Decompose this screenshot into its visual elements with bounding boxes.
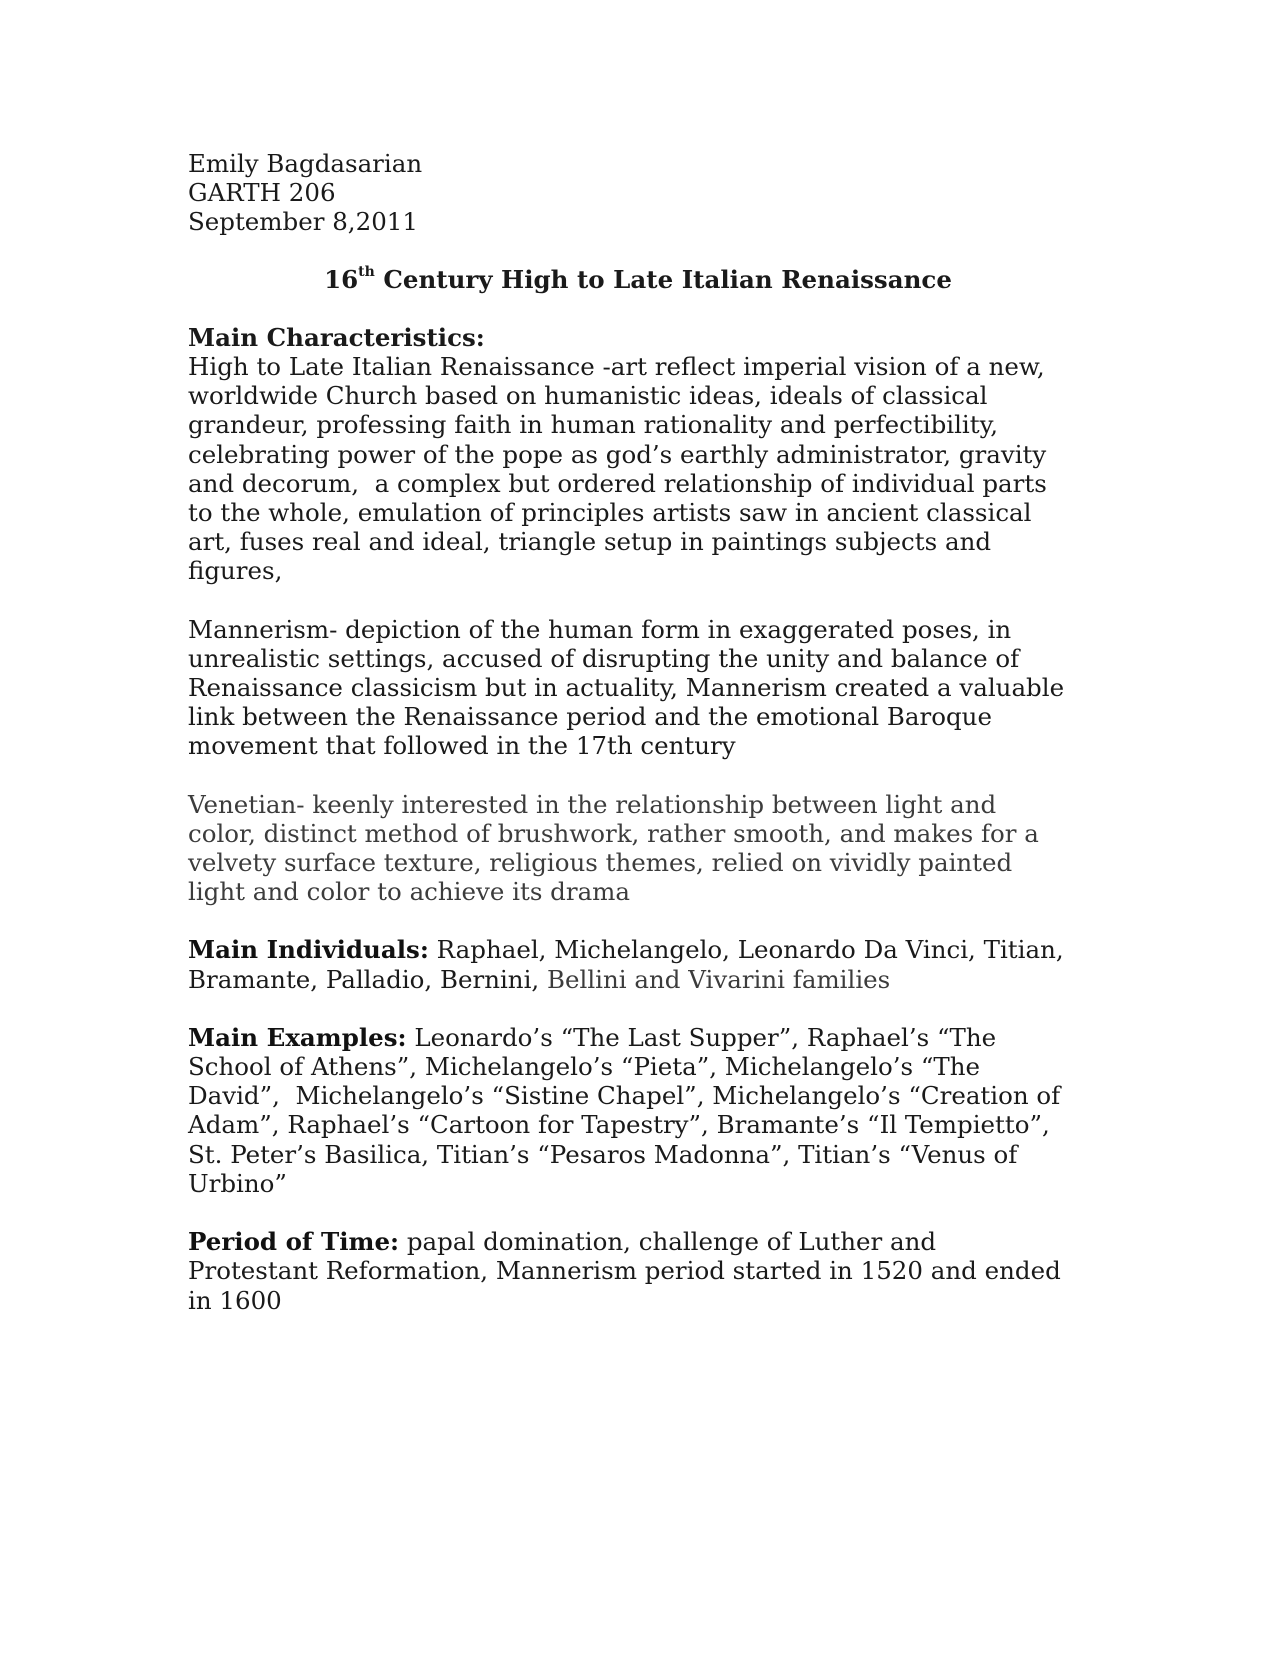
paragraph-line [188, 935, 1108, 964]
paragraph-line: figures, [188, 556, 283, 586]
period-section [188, 1227, 1108, 1315]
paragraph-line: Venetian- keenly interested in the relationship between light and [188, 789, 997, 819]
paragraph-line: to the whole, emulation of principles artists saw in ancient classical [188, 498, 1032, 528]
individuals-label: Main Individuals: [188, 935, 429, 965]
venetian-paragraph [188, 790, 1108, 907]
individuals-section [188, 935, 1108, 993]
paragraph-line: art, fuses real and ideal, triangle setup in paintings subjects and [188, 527, 992, 557]
paragraph-line: Adam”, Raphael’s “Cartoon for Tapestry”, Bramante’s “Il Tempietto”, [188, 1110, 1050, 1140]
paragraph-line: celebrating power of the pope as god’s earthly administrator, gravity [188, 439, 1047, 469]
mannerism-paragraph [188, 615, 1108, 761]
paragraph-line: velvety surface texture, religious themes, relied on vividly painted [188, 848, 1013, 878]
document-body [188, 149, 1108, 1315]
author-name: Emily Bagdasarian [188, 149, 423, 178]
paragraph-line: School of Athens”, Michelangelo’s “Pieta”, Michelangelo’s “The [188, 1052, 981, 1082]
paragraph-line: color, distinct method of brushwork, rather smooth, and makes for a [188, 818, 1039, 848]
paragraph-line: David”, Michelangelo’s “Sistine Chapel”, Michelangelo’s “Creation of [188, 1081, 1061, 1111]
paragraph-line: High to Late Italian Renaissance -art reflect imperial vision of a new, [188, 352, 1045, 382]
document-title [188, 265, 1088, 294]
document-date: September 8,2011 [188, 207, 418, 237]
characteristics-heading: Main Characteristics: [188, 322, 485, 352]
characteristics-paragraph [188, 352, 1108, 586]
individuals-text: Raphael, Michelangelo, Leonardo Da Vinci, Titian, [428, 935, 1064, 965]
paragraph-line: Urbino” [188, 1168, 287, 1198]
title-superscript: th [358, 264, 375, 281]
paragraph-line: Mannerism- depiction of the human form in exaggerated poses, in [188, 614, 1012, 644]
paragraph-line [188, 1227, 1108, 1256]
title-text: Century High to Late Italian Renaissance [374, 264, 952, 294]
paragraph-line: worldwide Church based on humanistic ideas, ideals of classical [188, 381, 988, 411]
period-label: Period of Time: [188, 1227, 400, 1257]
paragraph-line: and decorum, a complex but ordered relationship of individual parts [188, 468, 1047, 498]
title-number: 16 [324, 264, 359, 294]
paragraph-line: in 1600 [188, 1285, 282, 1315]
paragraph-line: grandeur, professing faith in human rationality and perfectibility, [188, 410, 998, 440]
paragraph-line [188, 1023, 1108, 1052]
period-text: papal domination, challenge of Luther and [399, 1227, 937, 1257]
paragraph-line: St. Peter’s Basilica, Titian’s “Pesaros Madonna”, Titian’s “Venus of [188, 1139, 1018, 1169]
paragraph-line: Protestant Reformation, Mannerism period started in 1520 and ended [188, 1256, 1061, 1286]
examples-section [188, 1023, 1108, 1198]
paragraph-line: unrealistic settings, accused of disrupting the unity and balance of [188, 643, 1020, 673]
individuals-text-families: Bellini and Vivarini families [547, 964, 891, 994]
course-code: GARTH 206 [188, 178, 336, 208]
paragraph-line: link between the Renaissance period and the emotional Baroque [188, 702, 992, 732]
examples-text: Leonardo’s “The Last Supper”, Raphael’s “The [406, 1022, 997, 1052]
characteristics-section [188, 323, 1108, 586]
paragraph-line: light and color to achieve its drama [188, 877, 631, 907]
paragraph-line [188, 965, 1108, 994]
individuals-text: Bramante, Palladio, Bernini, [188, 964, 547, 994]
paragraph-line: Renaissance classicism but in actuality, Mannerism created a valuable [188, 673, 1065, 703]
examples-label: Main Examples: [188, 1022, 407, 1052]
paragraph-line: movement that followed in the 17th century [188, 731, 736, 761]
